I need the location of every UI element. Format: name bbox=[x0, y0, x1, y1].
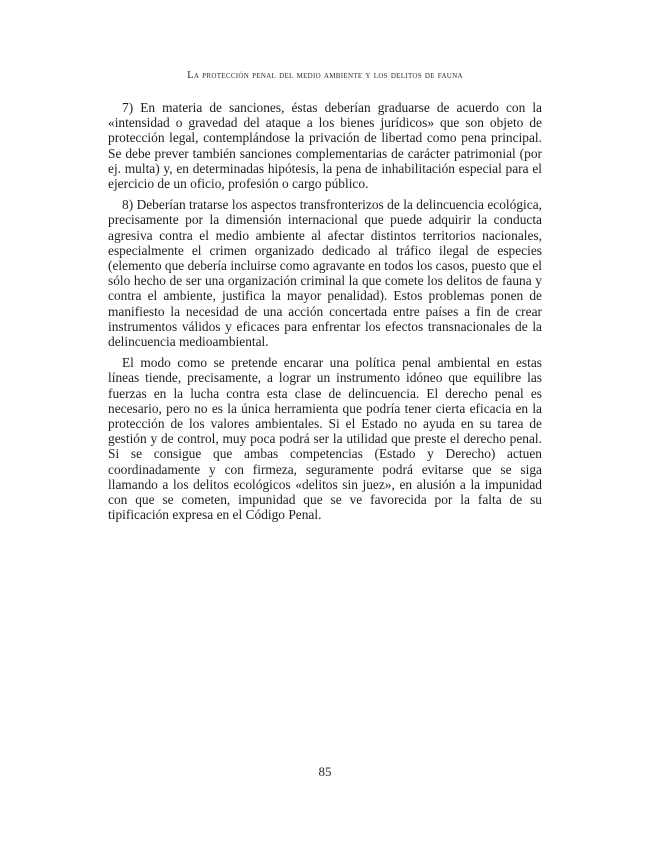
page-number: 85 bbox=[318, 764, 332, 779]
body-text bbox=[108, 100, 542, 528]
paragraph-conclusion: El modo como se pretende encarar una política penal ambiental en estas líneas tiende, precisamente, a lograr un instrumento idóneo que equilibre las fuerzas en la lucha contra esta clase de delincuencia. El derecho penal es necesario, pero no es la única herramienta que podría tener cierta eficacia en la protección de los valores ambientales. Si el Estado no ayuda en su tarea de gestión y de control, muy poca podrá ser la utilidad que preste el derecho penal. Si se consigue que ambas competencias (Estado y Derecho) actuen coordinadamente y con firmeza, seguramente podrá evitarse que se siga llamando a los delitos ecológicos «delitos sin juez», en alusión a la impunidad con que se cometen, impunidad que se ve favorecida por la falta de su tipificación expresa en el Código Penal. bbox=[108, 355, 542, 523]
running-header: La protección penal del medio ambiente y los delitos de fauna bbox=[187, 70, 463, 81]
paragraph-sanctions: 7) En materia de sanciones, éstas deberían graduarse de acuerdo con la «intensidad o gravedad del ataque a los bienes jurídicos» que son objeto de protección legal, contemplándose la privación de libertad como pena principal. Se debe prever también sanciones complementarias de carácter patrimonial (por ej. multa) y, en determinadas hipótesis, la pena de inhabilitación especial para el ejercicio de un oficio, profesión o cargo público. bbox=[108, 100, 542, 192]
paragraph-transboundary: 8) Deberían tratarse los aspectos transfronterizos de la delincuencia ecológica, precisamente por la dimensión internacional que puede adquirir la conducta agresiva contra el medio ambiente al afectar distintos territorios nacionales, especialmente el crimen organizado dedicado al tráfico ilegal de especies (elemento que debería incluirse como agravante en todos los casos, puesto que el sólo hecho de ser una organización criminal la que comete los delitos de fauna y contra el ambiente, justifica la mayor penalidad). Estos problemas ponen de manifiesto la necesidad de una acción concertada entre países a fin de crear instrumentos válidos y eficaces para enfrentar los efectos transnacionales de la delincuencia medioambiental. bbox=[108, 197, 542, 350]
